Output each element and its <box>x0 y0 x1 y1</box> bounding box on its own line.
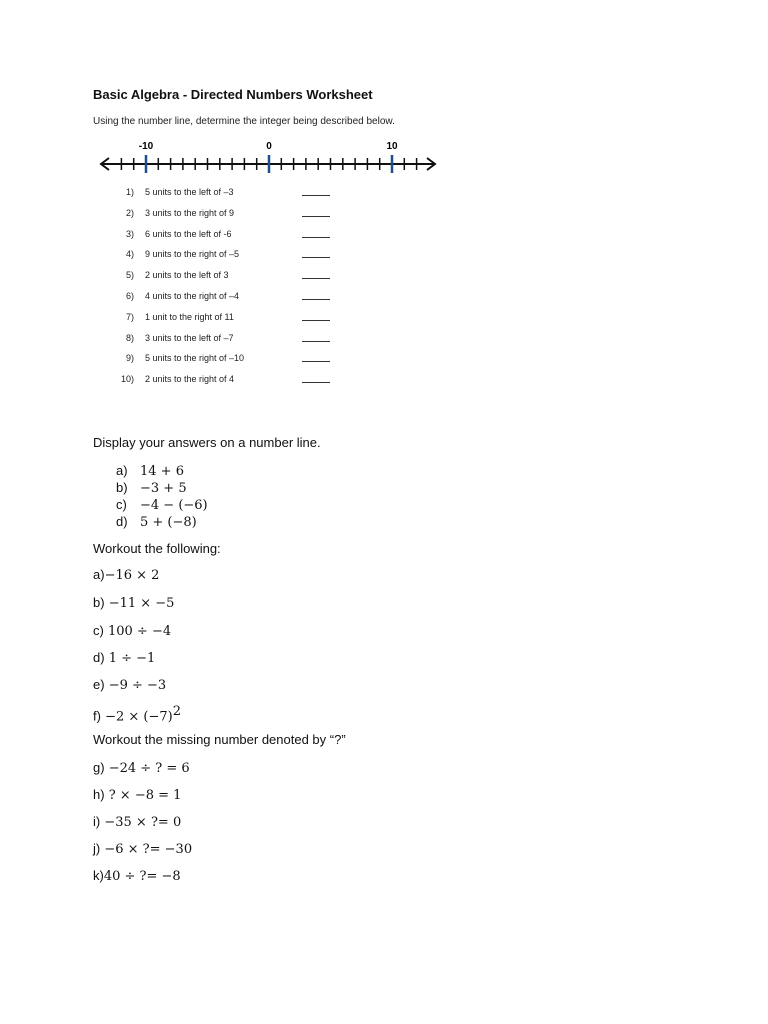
question-item <box>118 187 338 208</box>
section-heading-missing: Workout the missing number denoted by “?” <box>93 732 346 747</box>
question-number: 6) <box>125 290 134 301</box>
answer-blank[interactable] <box>302 331 330 342</box>
answer-blank[interactable] <box>302 206 330 217</box>
answer-blank[interactable] <box>302 289 330 300</box>
instruction-text: Using the number line, determine the integer being described below. <box>93 116 395 127</box>
item-label: h) <box>93 787 105 802</box>
question-item <box>118 374 338 395</box>
display-item <box>116 462 208 479</box>
display-item <box>116 496 208 513</box>
answer-blank[interactable] <box>302 185 330 196</box>
question-item <box>118 270 338 291</box>
question-item <box>118 249 338 270</box>
item-expression: −24 ÷ ? = 6 <box>104 761 190 776</box>
section-heading-workout: Workout the following: <box>93 541 221 556</box>
workout-item <box>93 623 171 639</box>
question-number: 3) <box>125 228 134 239</box>
question-text: 5 units to the left of –3 <box>145 187 234 197</box>
item-expression: −3 + 5 <box>140 481 187 496</box>
item-label: c) <box>93 623 104 638</box>
answer-blank[interactable] <box>302 268 330 279</box>
question-list <box>118 187 338 395</box>
item-label: d) <box>93 650 105 665</box>
question-item <box>118 353 338 374</box>
missing-item <box>93 868 181 884</box>
item-label: j) <box>93 841 101 856</box>
item-label: a) <box>93 567 105 582</box>
missing-item <box>93 787 181 803</box>
answer-blank[interactable] <box>302 227 330 238</box>
item-expression: 40 ÷ ?= −8 <box>103 869 181 884</box>
number-line-label: 10 <box>386 141 398 152</box>
question-number: 1) <box>125 187 134 197</box>
question-item <box>118 312 338 333</box>
question-text: 2 units to the left of 3 <box>145 270 229 281</box>
item-expression: −16 × 2 <box>104 568 160 583</box>
workout-item <box>93 650 155 666</box>
item-label: c) <box>116 497 127 512</box>
number-line <box>98 138 440 178</box>
display-list <box>116 462 208 530</box>
workout-item <box>93 567 159 583</box>
item-label: e) <box>93 677 105 692</box>
question-text: 3 units to the right of 9 <box>145 207 235 218</box>
item-label: k) <box>93 868 104 883</box>
item-label: g) <box>93 760 105 775</box>
number-line-label: -10 <box>138 141 154 152</box>
question-text: 3 units to the left of –7 <box>145 332 234 343</box>
workout-item <box>93 595 174 611</box>
question-text: 2 units to the right of 4 <box>145 374 235 385</box>
item-expression: −4 − (−6) <box>140 498 208 513</box>
answer-blank[interactable] <box>302 310 330 321</box>
item-expression: −11 × −5 <box>104 596 175 611</box>
number-line-label: 0 <box>266 141 272 152</box>
question-text: 9 units to the right of –5 <box>145 249 240 260</box>
question-item <box>118 291 338 312</box>
item-expression: 1 ÷ −1 <box>104 651 156 666</box>
answer-blank[interactable] <box>302 351 330 362</box>
exponent: 2 <box>172 704 181 719</box>
item-label: a) <box>116 463 128 478</box>
item-label: f) <box>93 708 101 724</box>
missing-item <box>93 814 181 830</box>
question-item <box>118 229 338 250</box>
item-label: b) <box>93 595 105 610</box>
question-text: 5 units to the right of –10 <box>145 353 245 364</box>
item-expression: 14 + 6 <box>140 464 184 479</box>
question-number: 5) <box>125 270 134 281</box>
question-number: 2) <box>125 207 134 218</box>
answer-blank[interactable] <box>302 247 330 258</box>
question-text: 6 units to the left of -6 <box>145 228 232 239</box>
section-heading-display: Display your answers on a number line. <box>93 435 321 450</box>
missing-item <box>93 841 192 857</box>
item-expression: 5 + (−8) <box>140 515 197 530</box>
missing-item <box>93 760 190 776</box>
question-item <box>118 208 338 229</box>
item-label: d) <box>116 514 128 529</box>
item-label: i) <box>93 814 101 829</box>
item-expression: −6 × ?= −30 <box>100 842 193 857</box>
question-number: 10) <box>120 374 134 385</box>
item-label: b) <box>116 480 128 495</box>
item-expression: 100 ÷ −4 <box>103 624 172 639</box>
question-number: 8) <box>125 332 134 343</box>
item-expression: −2 × (−7) <box>100 709 173 725</box>
item-expression: −35 × ?= 0 <box>100 815 182 830</box>
question-number: 7) <box>125 311 134 322</box>
question-number: 9) <box>125 353 134 364</box>
workout-item <box>93 677 166 693</box>
display-item <box>116 513 208 530</box>
display-item <box>116 479 208 496</box>
answer-blank[interactable] <box>302 372 330 383</box>
item-expression: −9 ÷ −3 <box>104 678 167 693</box>
worksheet-title: Basic Algebra - Directed Numbers Worksheet <box>93 87 373 102</box>
item-expression: ? × −8 = 1 <box>104 788 182 803</box>
question-item <box>118 333 338 354</box>
question-text: 4 units to the right of –4 <box>145 290 240 301</box>
workout-item <box>93 704 181 724</box>
question-text: 1 unit to the right of 11 <box>145 311 234 322</box>
question-number: 4) <box>125 249 134 260</box>
